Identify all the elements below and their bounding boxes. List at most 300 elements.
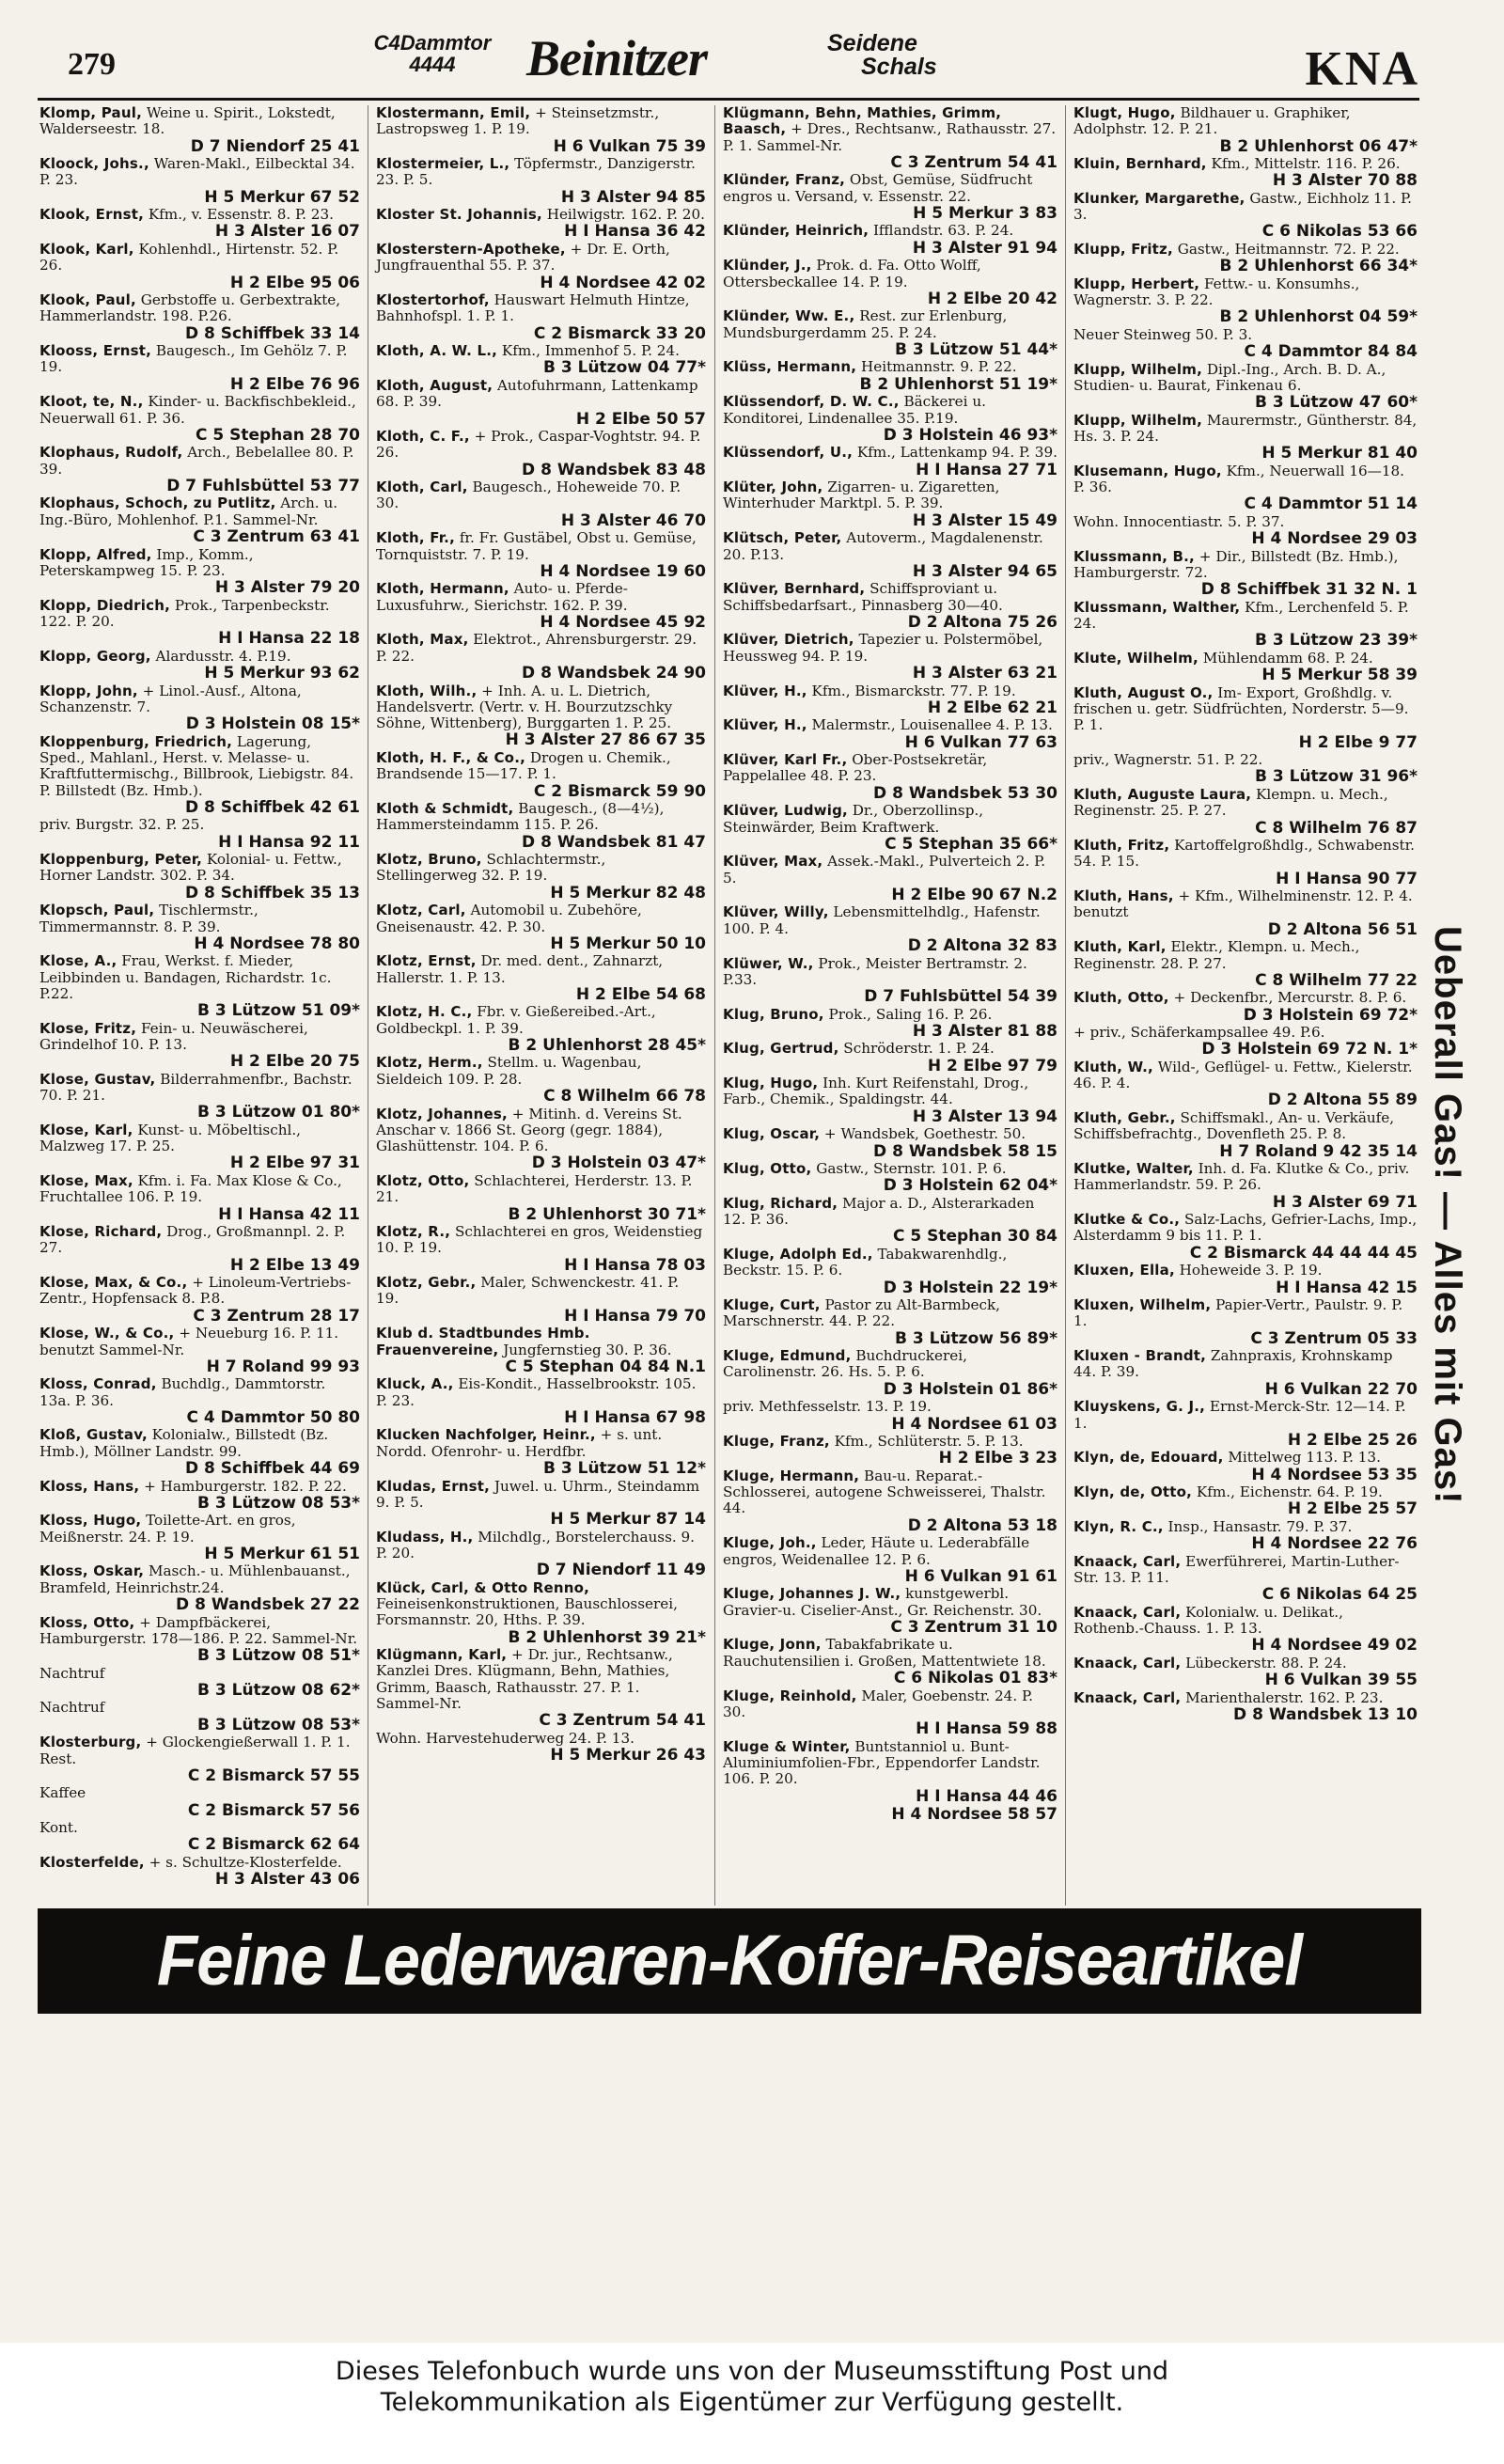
entry-phone: H 3 Alster 13 94 — [912, 1106, 1058, 1126]
entry-name: Klüver, H., — [723, 682, 807, 699]
entry-phone: H 5 Merkur 67 52 — [204, 187, 360, 207]
entry-phone: H I Hansa 67 98 — [564, 1407, 706, 1427]
entry-phone: C 3 Zentrum 31 10 — [890, 1617, 1058, 1637]
directory-entry — [721, 1399, 1059, 1434]
directory-entry — [374, 1326, 708, 1376]
entry-details: Lübeckerstr. 88. P. 24. — [1185, 1654, 1347, 1671]
entry-name: Klute, Wilhelm, — [1073, 649, 1198, 667]
directory-entry — [1072, 1110, 1419, 1161]
entry-phone: H 5 Merkur 61 51 — [204, 1544, 360, 1563]
entry-name: Kloß, Gustav, — [39, 1426, 148, 1444]
entry-phone: C 3 Zentrum 63 41 — [193, 527, 360, 547]
entry-name: Klostermeier, L., — [376, 155, 510, 173]
entry-name: Kloth, A. W. L., — [376, 342, 498, 360]
entry-details: Kfm., Eichenstr. 64. P. 19. — [1196, 1483, 1383, 1501]
entry-phone: D 3 Holstein 69 72* — [1243, 1005, 1418, 1025]
entry-name: Kluxen, Wilhelm, — [1073, 1296, 1212, 1314]
entry-name: Klose, W., & Co., — [39, 1325, 175, 1342]
entry-name: Knaack, Carl, — [1073, 1654, 1182, 1671]
entry-phone: H 3 Alster 70 88 — [1272, 171, 1418, 191]
entry-name: Kloth, C. F., — [376, 428, 470, 446]
directory-entry — [374, 1530, 708, 1580]
entry-phone: D 3 Holstein 01 86* — [883, 1379, 1058, 1399]
directory-entry — [1072, 191, 1419, 242]
entry-name: Kloth, Fr., — [376, 529, 455, 547]
entry-details: Kinder- u. Backfischbekleid., Neuerwall 61. P. 36. — [39, 393, 356, 427]
directory-entry — [38, 1224, 362, 1275]
directory-entry — [721, 1247, 1059, 1297]
entry-details: Baugesch., (8—4½), Hammersteindamm 115. P. 26. — [376, 800, 665, 834]
entry-phone: C 6 Nikolas 01 83* — [893, 1669, 1058, 1688]
entry-name: Kloss, Conrad, — [39, 1375, 157, 1393]
entry-phone: H I Hansa 59 88 — [916, 1719, 1058, 1739]
entry-details: Insp., Hansastr. 79. P. 37. — [1167, 1517, 1353, 1535]
entry-phone: C 6 Nikolas 53 66 — [1261, 222, 1418, 242]
entry-phone: B 2 Uhlenhorst 30 71* — [508, 1204, 706, 1224]
entry-details: + Glockengießerwall 1. P. 1. Rest. — [39, 1734, 351, 1767]
entry-details: + Wandsbek, Goethestr. 50. — [823, 1125, 1026, 1143]
directory-entry — [721, 1586, 1059, 1637]
entry-details: Alardusstr. 4. P.19. — [155, 647, 291, 665]
entry-name: Kloot, te, N., — [39, 393, 144, 411]
entry-details: Eis-Kondit., Hasselbrookstr. 105. P. 23. — [376, 1375, 697, 1409]
entry-details: + Hamburgerstr. 182. P. 22. — [144, 1477, 347, 1495]
entry-phone: D 8 Wandsbek 83 48 — [522, 460, 706, 479]
directory-entry — [38, 1427, 362, 1478]
entry-details: Zigarren- u. Zigaretten, Winterhuder Marktpl. 5. P. 39. — [723, 479, 1000, 512]
directory-entry — [721, 1196, 1059, 1247]
directory-entry — [1072, 1348, 1419, 1399]
entry-name: Kloock, Johs., — [39, 155, 149, 173]
entry-phone: H 7 Roland 99 93 — [206, 1357, 360, 1376]
listing-column-1 — [38, 105, 362, 1906]
entry-phone: H 4 Nordsee 78 80 — [194, 934, 360, 953]
entry-phone: D 3 Holstein 46 93* — [883, 425, 1058, 445]
entry-name: Klütsch, Peter, — [723, 529, 842, 547]
entry-details: Baugesch., Im Gehölz 7. P. 19. — [39, 342, 348, 376]
directory-entry — [1072, 1161, 1419, 1212]
entry-phone: H 2 Elbe 50 57 — [575, 409, 706, 429]
entry-name: Klophaus, Schoch, zu Putlitz, — [39, 494, 276, 512]
entry-details: Prok., Meister Bertramstr. 2. P.33. — [723, 954, 1027, 988]
entry-details: Wohn. Harvestehuderweg 24. P. 13. — [376, 1729, 634, 1747]
entry-phone: B 2 Uhlenhorst 04 59* — [1219, 307, 1418, 327]
entry-name: Kluge & Winter, — [723, 1737, 851, 1755]
directory-entry — [721, 530, 1059, 581]
entry-details: Automobil u. Zubehöre, Gneisenaustr. 42. P. 30. — [376, 902, 642, 935]
directory-entry — [374, 902, 708, 953]
entry-details: Tapezier u. Polstermöbel, Heussweg 94. P. 19. — [723, 631, 1043, 665]
entry-details: Schlachtermstr., Stellingerweg 32. P. 19. — [376, 851, 606, 885]
entry-details: Kartoffelgroßhdlg., Schwabenstr. 54. P. 15. — [1073, 837, 1416, 871]
entry-name: Kloppenburg, Peter, — [39, 851, 203, 869]
directory-entry — [38, 852, 362, 902]
directory-entry — [38, 1376, 362, 1427]
entry-details: Nachtruf — [39, 1699, 105, 1717]
entry-phone: H 4 Nordsee 29 03 — [1251, 529, 1418, 549]
entry-name: Klotz, Carl, — [376, 902, 466, 919]
directory-entry — [38, 495, 362, 546]
directory-entry — [1072, 514, 1419, 549]
entry-phone: D 2 Altona 55 89 — [1267, 1091, 1418, 1110]
entry-phone: H 2 Elbe 54 68 — [575, 984, 706, 1004]
entry-phone: B 2 Uhlenhorst 39 21* — [508, 1627, 706, 1647]
entry-name: Klutke & Co., — [1073, 1211, 1181, 1229]
listing-column-3 — [721, 105, 1059, 1906]
entry-details: Buntstanniol u. Bunt-Aluminiumfolien-Fbr., Eppendorfer Landstr. 106. P. 20. — [723, 1737, 1041, 1788]
entry-name: Kluth, August O., — [1073, 683, 1214, 701]
directory-entry — [721, 172, 1059, 223]
listing-columns — [38, 105, 1419, 1906]
entry-details: Auto- u. Pferde-Luxusfuhrw., Sierichstr. 162. P. 39. — [376, 580, 628, 614]
entry-details: + Inh. A. u. L. Dietrich, Handelsvertr. (Vertr. v. H. Bourzutzschky Söhne, Wittenberg), Burggarten 1. P. 25. — [376, 682, 673, 732]
entry-phone: C 4 Dammtor 84 84 — [1244, 342, 1418, 362]
entry-phone: B 3 Lützow 51 09* — [196, 1001, 360, 1021]
directory-entry — [374, 1580, 708, 1647]
entry-details: priv., Wagnerstr. 51. P. 22. — [1073, 751, 1263, 769]
entry-name: Klosterburg, — [39, 1734, 142, 1751]
directory-entry — [1072, 1690, 1419, 1725]
directory-entry — [374, 750, 708, 801]
entry-name: Kludass, H., — [376, 1528, 474, 1546]
entry-phone: D 8 Schiffbek 42 61 — [185, 797, 360, 817]
directory-entry — [374, 156, 708, 207]
entry-phone: H 5 Merkur 50 10 — [550, 934, 706, 953]
entry-details: Leder, Häute u. Lederabfälle engros, Weidenallee 12. P. 6. — [723, 1534, 1030, 1568]
entry-name: Knaack, Carl, — [1073, 1552, 1182, 1570]
brand-logo: Beinitzer — [526, 30, 708, 86]
entry-name: Klotz, H. C., — [376, 1003, 473, 1021]
entry-phone: H 3 Alster 69 71 — [1272, 1192, 1418, 1212]
directory-entry — [38, 683, 362, 734]
directory-entry — [1072, 787, 1419, 838]
entry-details: Bildhauer u. Graphiker, Adolphstr. 12. P. 21. — [1073, 105, 1351, 138]
entry-phone: B 3 Lützow 51 12* — [542, 1459, 706, 1479]
entry-details: Dipl.-Ing., Arch. B. D. A., Studien- u. Baurat, Finkenau 6. — [1073, 360, 1386, 394]
entry-details: Prok., Tarpenbeckstr. 122. P. 20. — [39, 596, 330, 630]
directory-entry — [38, 598, 362, 649]
entry-phone: H 3 Alster 46 70 — [560, 510, 706, 530]
entry-details: Kfm., Neuerwall 16—18. P. 36. — [1073, 462, 1404, 496]
page-header — [38, 28, 1419, 94]
entry-phone: D 2 Altona 32 83 — [907, 936, 1058, 955]
directory-entry — [721, 479, 1059, 530]
directory-entry — [1072, 1605, 1419, 1656]
entry-details: Elektr., Klempn. u. Mech., Reginenstr. 28. P. 27. — [1073, 938, 1360, 972]
entry-phone: H 3 Alster 94 85 — [560, 187, 706, 207]
entry-name: Klüss, Hermann, — [723, 358, 857, 376]
entry-name: Klose, A., — [39, 952, 118, 970]
entry-details: Imp., Komm., Peterskampweg 15. P. 23. — [39, 545, 254, 579]
entry-details: Jungfernstieg 30. P. 36. — [503, 1341, 672, 1358]
directory-entry — [38, 1615, 362, 1666]
entry-details: Mittelweg 113. P. 13. — [1228, 1449, 1381, 1467]
directory-entry — [38, 156, 362, 207]
entry-details: Tabakwarenhdlg., Beckstr. 15. P. 6. — [723, 1245, 1008, 1279]
directory-entry — [38, 242, 362, 292]
entry-name: Kluth, Fritz, — [1073, 837, 1170, 855]
entry-name: Klupp, Wilhelm, — [1073, 360, 1202, 378]
entry-details: + Dr. E. Orth, Jungfrauenthal 55. P. 37. — [376, 240, 670, 275]
directory-entry — [38, 547, 362, 598]
entry-name: Klostertorhof, — [376, 291, 490, 309]
directory-entry — [374, 343, 708, 378]
entry-phone: H 7 Roland 9 42 35 14 — [1219, 1141, 1418, 1161]
entry-name: Klüver, Max, — [723, 853, 823, 871]
directory-entry — [1072, 939, 1419, 990]
directory-entry — [721, 1075, 1059, 1126]
entry-phone: H 6 Vulkan 39 55 — [1264, 1671, 1418, 1690]
entry-phone: H I Hansa 79 70 — [564, 1306, 706, 1326]
entry-phone: B 3 Lützow 08 53* — [196, 1715, 360, 1734]
directory-entry — [721, 223, 1059, 258]
entry-name: Klose, Max, — [39, 1171, 133, 1189]
entry-details: + Dres., Rechtsanw., Rathausstr. 27. P. 1. Sammel-Nr. — [723, 120, 1057, 154]
entry-name: Kluth, Karl, — [1073, 938, 1167, 956]
entry-name: Klose, Max, & Co., — [39, 1274, 188, 1292]
directory-entry — [38, 1855, 362, 1890]
entry-details: fr. Fr. Gustäbel, Obst u. Gemüse, Tornquiststr. 7. P. 19. — [376, 529, 697, 563]
entry-phone: D 3 Holstein 22 19* — [883, 1278, 1058, 1297]
entry-details: Assek.-Makl., Pulverteich 2. P. 5. — [723, 853, 1046, 887]
entry-details: Prok., Saling 16. P. 26. — [828, 1005, 993, 1023]
directory-entry — [374, 1479, 708, 1530]
column-divider — [1065, 105, 1066, 1906]
directory-entry — [721, 1161, 1059, 1196]
entry-name: Klünder, Heinrich, — [723, 222, 870, 240]
directory-entry — [374, 581, 708, 632]
entry-name: Klussmann, B., — [1073, 547, 1195, 565]
entry-name: Klünder, Ww. E., — [723, 307, 855, 325]
entry-details: Autoverm., Magdalenenstr. 20. P.13. — [723, 529, 1043, 563]
directory-entry — [38, 207, 362, 242]
entry-phone: H I Hansa 90 77 — [1276, 869, 1418, 888]
directory-entry — [374, 1004, 708, 1055]
entry-details: Bau-u. Reparat.-Schlosserei, autogene Schweisserei, Thalstr. 44. — [723, 1467, 1046, 1517]
entry-details: Dr. med. dent., Zahnarzt, Hallerstr. 1. P. 13. — [376, 952, 664, 986]
entry-phone: B 2 Uhlenhorst 66 34* — [1219, 257, 1418, 276]
entry-details: + Dr. jur., Rechtsanw., Kanzlei Dres. Klügmann, Behn, Mathies, Grimm, Baasch, Rathausstr. 27. P. 1. Sammel-Nr. — [376, 1646, 673, 1712]
entry-details: Schlachterei en gros, Weidenstieg 10. P. 19. — [376, 1223, 703, 1257]
listing-column-4 — [1072, 105, 1419, 1906]
entry-phone: B 3 Lützow 51 44* — [894, 339, 1058, 359]
entry-name: Kluge, Adolph Ed., — [723, 1245, 873, 1263]
entry-details: Inh. Kurt Reifenstahl, Drog., Farb., Chemik., Spaldingstr. 44. — [723, 1075, 1029, 1108]
entry-details: Arch., Bebelallee 80. P. 39. — [39, 444, 354, 478]
entry-name: Klopp, John, — [39, 682, 138, 699]
entry-name: Klopp, Georg, — [39, 647, 151, 665]
directory-entry — [374, 292, 708, 343]
entry-phone: H 2 Elbe 62 21 — [927, 698, 1058, 717]
entry-phone: H 4 Nordsee 42 02 — [540, 273, 706, 292]
entry-name: Kluxen, Ella, — [1073, 1262, 1175, 1279]
entry-phone: C 3 Zentrum 28 17 — [193, 1306, 360, 1326]
directory-entry — [721, 956, 1059, 1007]
entry-phone: C 4 Dammtor 50 80 — [186, 1407, 360, 1427]
entry-name: Klook, Karl, — [39, 240, 134, 258]
entry-details: Juwel. u. Uhrm., Steindamm 9. P. 5. — [376, 1477, 700, 1511]
entry-name: Kluyskens, G. J., — [1073, 1398, 1206, 1416]
entry-phone: D 8 Wandsbek 27 22 — [176, 1595, 360, 1615]
entry-details: + Prok., Caspar-Voghtstr. 94. P. 26. — [376, 428, 701, 462]
entry-phone: C 5 Stephan 28 70 — [195, 425, 360, 445]
column-divider — [714, 105, 715, 1906]
entry-phone: B 2 Uhlenhorst 28 45* — [508, 1035, 706, 1055]
entry-name: Klunker, Margarethe, — [1073, 189, 1246, 207]
entry-phone: H I Hansa 42 15 — [1276, 1278, 1418, 1297]
entry-details: Buchdlg., Dammtorstr. 13a. P. 36. — [39, 1375, 326, 1409]
entry-name: Kloth, H. F., & Co., — [376, 748, 525, 766]
entry-details: Pastor zu Alt-Barmbeck, Marschnerstr. 44. P. 22. — [723, 1296, 1000, 1330]
entry-details: priv. Burgstr. 32. P. 25. — [39, 816, 205, 834]
entry-details: Arch. u. Ing.-Büro, Mohlenhof. P.1. Sammel-Nr. — [39, 494, 338, 528]
entry-name: Kluth, Gebr., — [1073, 1108, 1176, 1126]
entry-phone: H 5 Merkur 81 40 — [1261, 444, 1418, 463]
entry-name: Kloss, Oskar, — [39, 1562, 145, 1580]
directory-entry — [374, 242, 708, 292]
entry-details: Salz-Lachs, Gefrier-Lachs, Imp., Alsterdamm 9 bis 11. P. 1. — [1073, 1211, 1418, 1245]
entry-phone: D 3 Holstein 03 47* — [531, 1154, 706, 1173]
entry-name: Klutke, Walter, — [1073, 1160, 1194, 1178]
entry-phone: D 8 Wandsbek 81 47 — [522, 832, 706, 852]
entry-name: Kludas, Ernst, — [376, 1477, 491, 1495]
entry-name: Kluxen - Brandt, — [1073, 1347, 1207, 1365]
entry-details: Kaffee — [39, 1784, 86, 1802]
entry-phone: D 8 Schiffbek 35 13 — [185, 883, 360, 902]
entry-name: Klopp, Diedrich, — [39, 596, 170, 614]
entry-name: Kluge, Joh., — [723, 1534, 817, 1552]
entry-phone: B 3 Lützow 08 62* — [196, 1680, 360, 1700]
entry-name: Kloss, Hans, — [39, 1477, 140, 1495]
entry-phone: H 2 Elbe 95 06 — [229, 273, 360, 292]
entry-details: Maurermstr., Güntherstr. 84, Hs. 3. P. 24. — [1073, 411, 1418, 446]
entry-phone: H I Hansa 22 18 — [218, 629, 360, 649]
directory-entry — [1072, 888, 1419, 939]
directory-entry — [374, 852, 708, 902]
entry-phone: H 5 Merkur 87 14 — [550, 1510, 706, 1530]
entry-details: Mühlendamm 68. P. 24. — [1202, 649, 1373, 667]
directory-entry — [38, 292, 362, 343]
entry-details: Kunst- u. Möbeltischl., Malzweg 17. P. 25. — [39, 1121, 301, 1155]
entry-details: + Mitinh. d. Vereins St. Anschar v. 1866 St. Georg (gegr. 1884), Glashüttenstr. 104. P. 6. — [376, 1105, 682, 1155]
entry-details: + Linol.-Ausf., Altona, Schanzenstr. 7. — [39, 682, 302, 715]
directory-entry — [1072, 463, 1419, 514]
entry-phone: C 2 Bismarck 33 20 — [533, 323, 706, 343]
entry-name: Klüver, Willy, — [723, 903, 829, 921]
header-ad-right — [827, 32, 937, 79]
directory-entry — [721, 1637, 1059, 1687]
entry-name: Klose, Richard, — [39, 1223, 163, 1241]
entry-details: kunstgewerbl. Gravier-u. Ciselier-Anst., Gr. Reichenstr. 30. — [723, 1585, 1042, 1619]
section-abbreviation: KNA — [1305, 42, 1419, 96]
entry-phone: H 3 Alster 16 07 — [214, 222, 360, 242]
entry-phone: D 7 Fuhlsbüttel 54 39 — [864, 987, 1058, 1007]
directory-entry — [374, 429, 708, 479]
entry-name: Klug, Richard, — [723, 1194, 838, 1212]
entry-phone: H 2 Elbe 90 67 N.2 — [891, 885, 1058, 904]
directory-entry — [1072, 242, 1419, 276]
directory-entry — [38, 1700, 362, 1734]
entry-details: Kfm., Bismarckstr. 77. P. 19. — [811, 682, 1016, 699]
entry-details: Schlachterei, Herderstr. 13. P. 21. — [376, 1171, 693, 1206]
directory-entry — [38, 817, 362, 852]
entry-details: Elektrot., Ahrensburgerstr. 29. P. 22. — [376, 631, 697, 665]
entry-details: + Kfm., Wilhelminenstr. 12. P. 4. benutzt — [1073, 887, 1413, 921]
entry-phone: C 2 Bismarck 57 55 — [187, 1766, 360, 1785]
entry-details: Buchdruckerei, Carolinenstr. 26. Hs. 5. P. 6. — [723, 1347, 967, 1381]
entry-details: Wohn. Innocentiastr. 5. P. 37. — [1073, 512, 1285, 530]
entry-details: Autofuhrmann, Lattenkamp 68. P. 39. — [376, 376, 698, 411]
directory-entry — [721, 683, 1059, 718]
directory-entry — [38, 1785, 362, 1820]
directory-entry — [38, 1820, 362, 1855]
directory-entry — [38, 1326, 362, 1376]
header-ad-right-line1: Seidene — [827, 30, 917, 56]
entry-details: Heilwigstr. 162. P. 20. — [546, 206, 705, 224]
entry-phone: H 4 Nordsee 19 60 — [540, 561, 706, 581]
directory-entry — [38, 734, 362, 818]
entry-name: Klopsch, Paul, — [39, 902, 155, 919]
directory-entry — [721, 1688, 1059, 1739]
entry-name: Klyn, de, Otto, — [1073, 1483, 1193, 1501]
entry-phone: H 4 Nordsee 22 76 — [1251, 1534, 1418, 1554]
entry-phone: C 4 Dammtor 51 14 — [1244, 494, 1418, 514]
directory-entry — [374, 530, 708, 581]
entry-details: Gerbstoffe u. Gerbextrakte, Hammerlandstr. 198. P.26. — [39, 291, 341, 325]
entry-details: Schiffsmakl., An- u. Verkäufe, Schiffsbefrachtg., Dovenfleth 25. P. 8. — [1073, 1108, 1395, 1143]
entry-name: Kluge, Edmund, — [723, 1347, 852, 1365]
directory-entry — [38, 445, 362, 495]
entry-phone: H 5 Merkur 93 62 — [204, 664, 360, 683]
entry-name: Klug, Oscar, — [723, 1125, 821, 1143]
entry-phone: H 2 Elbe 3 23 — [938, 1449, 1058, 1468]
entry-name: Klose, Karl, — [39, 1121, 133, 1138]
entry-name: Kluge, Jonn, — [723, 1636, 822, 1654]
entry-details: Inh. d. Fa. Klutke & Co., priv. Hammerlandstr. 59. P. 26. — [1073, 1160, 1410, 1194]
entry-phone: H 3 Alster 94 65 — [912, 561, 1058, 581]
directory-entry — [374, 683, 708, 750]
entry-phone: C 2 Bismarck 57 56 — [187, 1800, 360, 1820]
entry-details: Neuer Steinweg 50. P. 3. — [1073, 325, 1253, 343]
entry-name: Kluge, Reinhold, — [723, 1687, 857, 1704]
entry-name: Klüssendorf, D. W. C., — [723, 393, 900, 411]
entry-phone: D 8 Wandsbek 13 10 — [1233, 1705, 1418, 1725]
directory-entry — [721, 359, 1059, 394]
entry-name: Klostermann, Emil, — [376, 105, 531, 121]
entry-name: Kloth, Hermann, — [376, 580, 509, 598]
directory-entry — [1072, 1263, 1419, 1297]
directory-entry — [38, 343, 362, 394]
entry-details: Tabakfabrikate u. Rauchutensilien i. Großen, Mattentwiete 18. — [723, 1636, 1046, 1670]
entry-details: Kfm., v. Essenstr. 8. P. 23. — [148, 206, 334, 224]
entry-details: Kolonial- u. Fettw., Horner Landstr. 302. P. 34. — [39, 851, 342, 885]
entry-name: Klosterfelde, — [39, 1853, 145, 1871]
directory-entry — [721, 1126, 1059, 1161]
directory-entry — [374, 1224, 708, 1275]
entry-name: Kluck, A., — [376, 1375, 454, 1393]
entry-details: Papier-Vertr., Paulstr. 9. P. 1. — [1073, 1296, 1403, 1330]
directory-entry — [1072, 752, 1419, 787]
directory-entry — [721, 258, 1059, 308]
entry-phone: H 4 Nordsee 61 03 — [891, 1414, 1058, 1434]
directory-entry — [1072, 1212, 1419, 1263]
directory-entry — [721, 1434, 1059, 1468]
entry-details: Kolonialw. u. Delikat., Rothenb.-Chauss. 1. P. 13. — [1073, 1603, 1343, 1638]
entry-phone: H 3 Alster 63 21 — [912, 664, 1058, 683]
directory-entry — [38, 1563, 362, 1614]
entry-phone: B 3 Lützow 47 60* — [1254, 393, 1418, 413]
directory-entry — [1072, 1656, 1419, 1690]
